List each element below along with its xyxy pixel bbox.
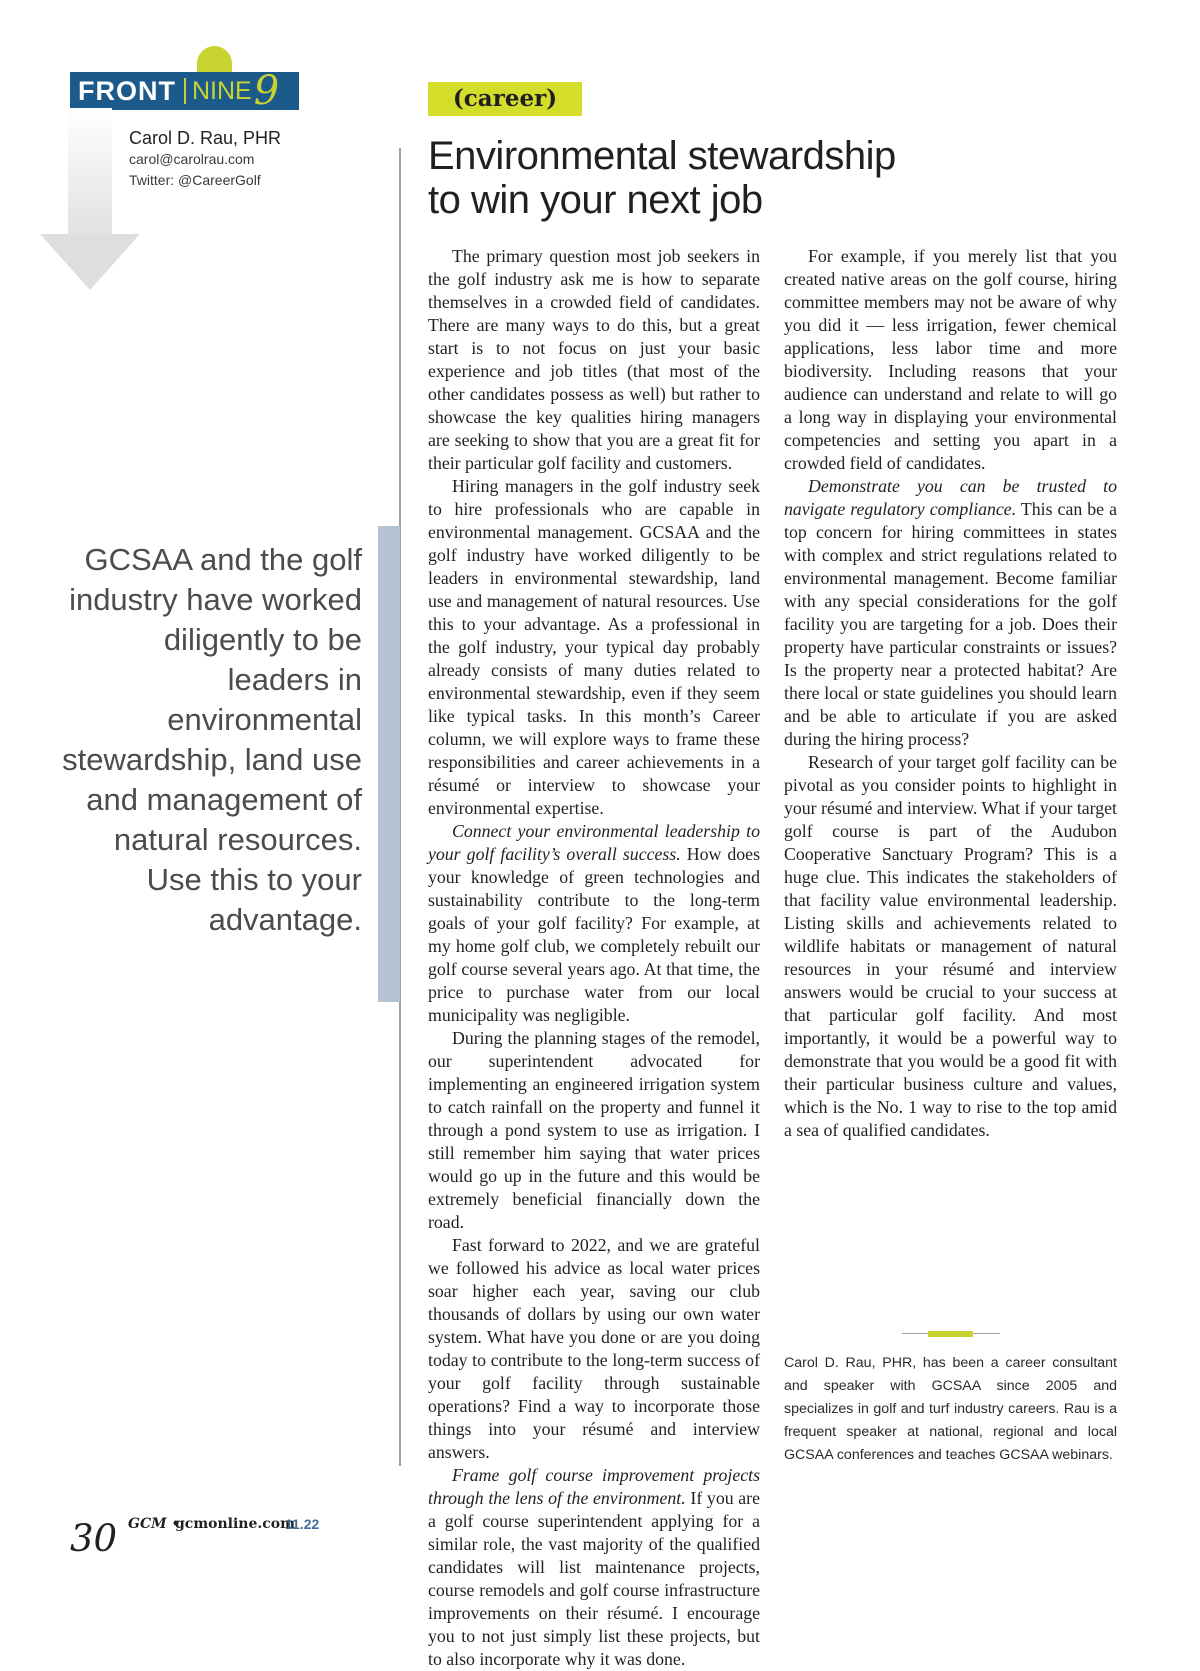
title-line-1: Environmental stewardship	[428, 134, 896, 178]
arrow-down-icon	[40, 234, 140, 290]
paragraph-5: Fast forward to 2022, and we are grateful we followed his advice as local water prices soar higher each year, saving our club thousands of dollars by using our own water system. What have you done or are you doing today to contribute to the long-term success of your golf facility through sustainable operations? Find a way to incorporate those things into your résumé and interview answers.	[428, 1235, 760, 1462]
page-number: 30	[70, 1517, 118, 1560]
subhead-connect: Connect your environmental leadership to your golf facility’s overall success.	[428, 821, 760, 864]
paragraph-8	[784, 475, 1117, 751]
section-tag: (career)	[428, 82, 582, 116]
footer-publication: GCM •	[128, 1516, 181, 1532]
front-nine-logo	[70, 68, 299, 114]
paragraph-9: Research of your target golf facility can be pivotal as you consider points to highlight in your résumé and interview. What if your target golf course is part of the Audubon Cooperative Sanctuary Program? This is a huge clue. This indicates the stakeholders of that facility value environmental leadership. Listing skills and achievements related to wildlife habitats or management of natural resources in your résumé and interview answers would be crucial to your success at that particular golf facility. And most importantly, it would be a powerful way to demonstrate that you would be a good fit with their particular business culture and values, which is the No. 1 way to rise to the top amid a sea of qualified candidates.	[784, 752, 1117, 1140]
paragraph-8-body: This can be a top concern for hiring committees in states with complex and strict regulations related to environmental management. Become familiar with any special considerations for the golf facility you are targeting for a job. Does their property have particular constraints or issues? Is the property near a protected habitat? Are there local or state guidelines you should learn and be able to articulate if you are asked during the hiring process?	[784, 499, 1118, 749]
body-column-1	[428, 245, 760, 1671]
body-column-2	[784, 245, 1117, 1142]
bio-divider-accent	[928, 1331, 973, 1337]
pull-quote-bar	[378, 526, 400, 1002]
paragraph-1: The primary question most job seekers in the golf industry ask me is how to separate themselves in a crowded field of candidates. There are many ways to do this, but a great start is to not focus on just your basic experience and job titles (that most of the other candidates possess as well) but rather to showcase the key qualities hiring managers are seeking to show that you are a great fit for their particular golf facility and customers.	[428, 246, 760, 473]
logo-nine-text: NINE	[191, 76, 252, 105]
paragraph-3	[428, 820, 760, 1027]
footer-url: gcmonline.com	[175, 1516, 295, 1532]
author-twitter: Twitter: @CareerGolf	[129, 172, 261, 188]
author-email: carol@carolrau.com	[129, 151, 255, 167]
title-line-2: to win your next job	[428, 178, 763, 222]
author-name: Carol D. Rau, PHR	[129, 128, 282, 148]
subhead-frame: Frame golf course improvement projects through the lens of the environment.	[428, 1465, 760, 1508]
logo-front-text: FRONT	[78, 75, 176, 106]
paragraph-7: For example, if you merely list that you created native areas on the golf course, hiring committee members may not be aware of why you did it — less irrigation, fewer chemical applications, less labor time and more biodiversity. Including reasons that your audience can understand and relate to will go a long way in displaying your environmental competencies and setting you apart in a crowded field of candidates.	[784, 246, 1117, 473]
arrow-shaft-graphic	[68, 108, 112, 236]
subhead-demonstrate: Demonstrate you can be trusted to navigate regulatory compliance.	[784, 476, 1117, 519]
paragraph-2: Hiring managers in the golf industry seek to hire professionals who are capable in environmental management. GCSAA and the golf industry have worked diligently to be leaders in environmental stewardship, land use and management of natural resources. Use this to your advantage. As a professional in the golf industry, your typical day probably already consists of many duties related to environmental stewardship, even if they seem like typical tasks. In this month’s Career column, we will explore ways to frame these responsibilities and career achievements in a résumé or interview to showcase your environmental expertise.	[428, 476, 760, 818]
pull-quote: GCSAA and the golf industry have worked diligently to be leaders in environmental stewardship, land use and management of natural resources. Use this to your advantage.	[62, 542, 362, 937]
author-bio: Carol D. Rau, PHR, has been a career consultant and speaker with GCSAA since 2005 and specializes in golf and turf industry careers. Rau is a frequent speaker at national, regional and local GCSAA conferences and teaches GCSAA webinars.	[784, 1355, 1117, 1463]
paragraph-4: During the planning stages of the remodel, our superintendent advocated for implementing an engineered irrigation system to catch rainfall on the property and funnel it through a pond system to use as irrigation. I still remember him saying that water prices would go up in the future and this would be extremely beneficial financially down the road.	[428, 1028, 760, 1232]
paragraph-3-body: How does your knowledge of green technologies and sustainability contribute to the long-term goals of your golf facility? For example, at my home golf club, we completely rebuilt our golf course several years ago. At that time, the price to purchase water from our local municipality was negligible.	[428, 844, 760, 1025]
paragraph-6	[428, 1464, 760, 1671]
logo-numeral: 9	[253, 68, 280, 114]
logo-divider	[184, 78, 186, 104]
article-title	[428, 134, 1048, 222]
logo-accent-tab	[197, 46, 232, 72]
footer-issue-date: 11.22	[285, 1516, 320, 1532]
paragraph-6-body: If you are a golf course superintendent applying for a similar role, the vast majority of the qualified candidates will list maintenance projects, course remodels and golf course infrastructure improvements on their résumé. I encourage you to not just simply list these projects, but to also incorporate why it was done.	[428, 1488, 760, 1669]
